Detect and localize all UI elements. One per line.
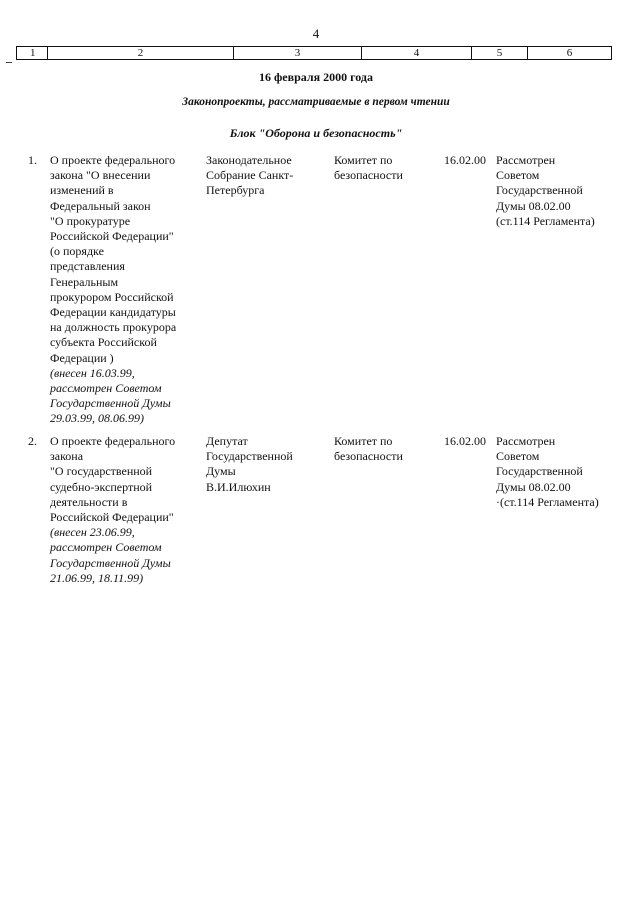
entry-note-line: рассмотрен Советом bbox=[50, 540, 162, 555]
text-line: Государственной bbox=[206, 449, 293, 464]
text-line: Федерации ) bbox=[50, 350, 114, 365]
text-line: Генеральным bbox=[50, 274, 119, 289]
column-number-header bbox=[16, 46, 612, 60]
text-line: ·(ст.114 Регламента) bbox=[496, 494, 599, 509]
text-line: Комитет по bbox=[334, 434, 393, 448]
text-line: на должность прокурора bbox=[50, 320, 177, 335]
text-line: Российской Федерации" bbox=[50, 229, 174, 244]
entry-note-line: Государственной Думы bbox=[50, 555, 171, 570]
text-line: закона bbox=[50, 449, 84, 464]
entry-title bbox=[50, 153, 200, 427]
text-line: "О государственной bbox=[50, 464, 153, 479]
text-line: Петербурга bbox=[206, 183, 265, 198]
entry-number: 1. bbox=[28, 153, 37, 167]
text-line: Рассмотрен bbox=[496, 434, 556, 448]
column-number-4: 4 bbox=[362, 47, 472, 59]
entry-note-line: Государственной Думы bbox=[50, 396, 171, 411]
text-line: Государственной bbox=[496, 464, 583, 479]
column-number-6: 6 bbox=[566, 47, 573, 59]
text-line: Собрание Санкт- bbox=[206, 168, 294, 183]
text-line: Российской Федерации" bbox=[50, 510, 174, 525]
entry-committee bbox=[334, 153, 434, 183]
text-line: Федеральный закон bbox=[50, 198, 151, 213]
date-heading: 16 февраля 2000 года bbox=[259, 70, 373, 84]
text-line: Комитет по bbox=[334, 153, 393, 167]
entry-note-line: (внесен 23.06.99, bbox=[50, 525, 135, 540]
entry-number: 2. bbox=[28, 434, 37, 448]
page-number: 4 bbox=[312, 26, 320, 41]
column-number-5: 5 bbox=[472, 47, 528, 59]
text-line: прокурором Российской bbox=[50, 289, 174, 304]
section-heading: Законопроекты, рассматриваемые в первом чтении bbox=[182, 96, 450, 108]
text-line: Законодательное bbox=[206, 153, 292, 167]
text-line: Государственной bbox=[496, 183, 583, 198]
text-line: изменений в bbox=[50, 183, 114, 198]
text-line: представления bbox=[50, 259, 125, 274]
text-line: закона "О внесении bbox=[50, 168, 151, 183]
entry-note-line: 21.06.99, 18.11.99) bbox=[50, 570, 144, 585]
text-line: деятельности в bbox=[50, 494, 128, 509]
text-line: (ст.114 Регламента) bbox=[496, 213, 595, 228]
entry-title bbox=[50, 434, 200, 586]
text-line: безопасности bbox=[334, 168, 403, 183]
text-line: судебно-экспертной bbox=[50, 479, 153, 494]
entry-date: 16.02.00 bbox=[444, 153, 486, 167]
text-line: "О прокуратуре bbox=[50, 213, 131, 228]
text-line: Думы 08.02.00 bbox=[496, 479, 571, 494]
entry-committee bbox=[334, 434, 434, 464]
entry-author bbox=[206, 153, 324, 199]
column-number-1: 1 bbox=[17, 47, 48, 59]
text-line: Рассмотрен bbox=[496, 153, 556, 167]
entry-date: 16.02.00 bbox=[444, 434, 486, 448]
text-line: субъекта Российской bbox=[50, 335, 157, 350]
text-line: Думы 08.02.00 bbox=[496, 198, 571, 213]
column-number-2: 2 bbox=[48, 47, 234, 59]
text-line: (о порядке bbox=[50, 244, 104, 259]
margin-dash bbox=[6, 62, 12, 63]
block-heading: Блок "Оборона и безопасность" bbox=[229, 126, 403, 140]
text-line: О проекте федерального bbox=[50, 434, 176, 448]
entry-note-line: рассмотрен Советом bbox=[50, 381, 162, 396]
text-line: Депутат bbox=[206, 434, 248, 448]
entry-note-line: 29.03.99, 08.06.99) bbox=[50, 411, 144, 426]
entry-status bbox=[496, 153, 626, 229]
entry-status bbox=[496, 434, 626, 510]
text-line: О проекте федерального bbox=[50, 153, 176, 167]
text-line: В.И.Илюхин bbox=[206, 479, 271, 494]
column-number-3: 3 bbox=[234, 47, 362, 59]
text-line: Советом bbox=[496, 449, 540, 464]
entry-note-line: (внесен 16.03.99, bbox=[50, 365, 135, 380]
text-line: Федерации кандидатуры bbox=[50, 305, 176, 320]
text-line: Думы bbox=[206, 464, 236, 479]
text-line: Советом bbox=[496, 168, 540, 183]
entry-author bbox=[206, 434, 324, 495]
text-line: безопасности bbox=[334, 449, 403, 464]
